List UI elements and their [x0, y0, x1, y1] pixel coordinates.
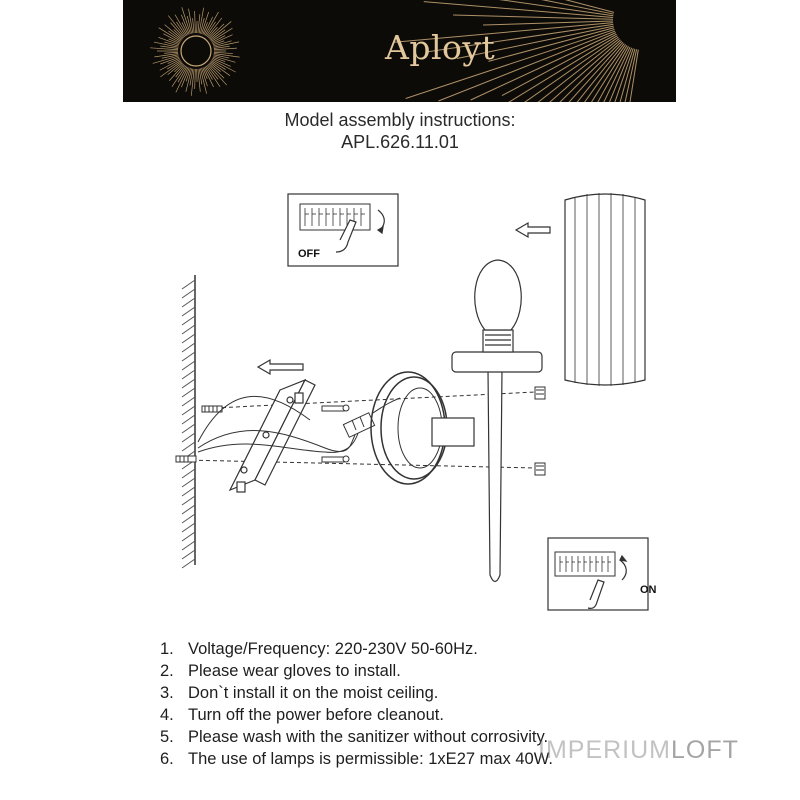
item-text: Voltage/Frequency: 220-230V 50-60Hz.	[188, 640, 478, 658]
on-label: ON	[640, 584, 657, 596]
screw-icon	[322, 405, 349, 462]
bulb-icon	[475, 260, 522, 330]
lamp-holder-icon	[452, 330, 542, 372]
brand-name: Aployt	[385, 28, 496, 67]
document-title: Model assembly instructions:	[284, 110, 516, 130]
item-text: Please wash with the sanitizer without corrosivity.	[188, 728, 549, 746]
item-number: 6.	[160, 750, 174, 768]
watermark-part2: LOFT	[671, 736, 739, 764]
item-text: Turn off the power before cleanout.	[188, 706, 444, 724]
model-number: APL.626.11.01	[341, 132, 459, 152]
item-text: Don`t install it on the moist ceiling.	[188, 684, 439, 702]
off-label: OFF	[298, 248, 320, 260]
list-item	[160, 660, 553, 682]
list-item	[160, 682, 553, 704]
item-number: 2.	[160, 662, 174, 680]
instructions-list	[160, 638, 553, 770]
item-text: The use of lamps is permissible: 1xE27 max 40W.	[188, 750, 553, 768]
arrow-left-icon	[516, 223, 550, 237]
item-number: 3.	[160, 684, 174, 702]
list-item	[160, 638, 553, 660]
assembly-diagram	[150, 180, 650, 620]
item-text: Please wear gloves to install.	[188, 662, 401, 680]
list-item	[160, 704, 553, 726]
item-number: 5.	[160, 728, 174, 746]
arrow-left-icon	[258, 360, 303, 374]
item-number: 1.	[160, 640, 174, 658]
list-item	[160, 748, 553, 770]
list-item	[160, 726, 553, 748]
watermark-part1: IMPERIUM	[538, 736, 671, 764]
brand-banner	[123, 0, 676, 102]
watermark	[538, 736, 739, 765]
lamp-shade-icon	[565, 193, 645, 386]
nut-icon	[535, 387, 545, 475]
item-number: 4.	[160, 706, 174, 724]
mounting-bracket-icon	[230, 380, 315, 492]
switch-panel-icon	[548, 538, 648, 610]
wall-hatch-icon	[182, 275, 195, 568]
